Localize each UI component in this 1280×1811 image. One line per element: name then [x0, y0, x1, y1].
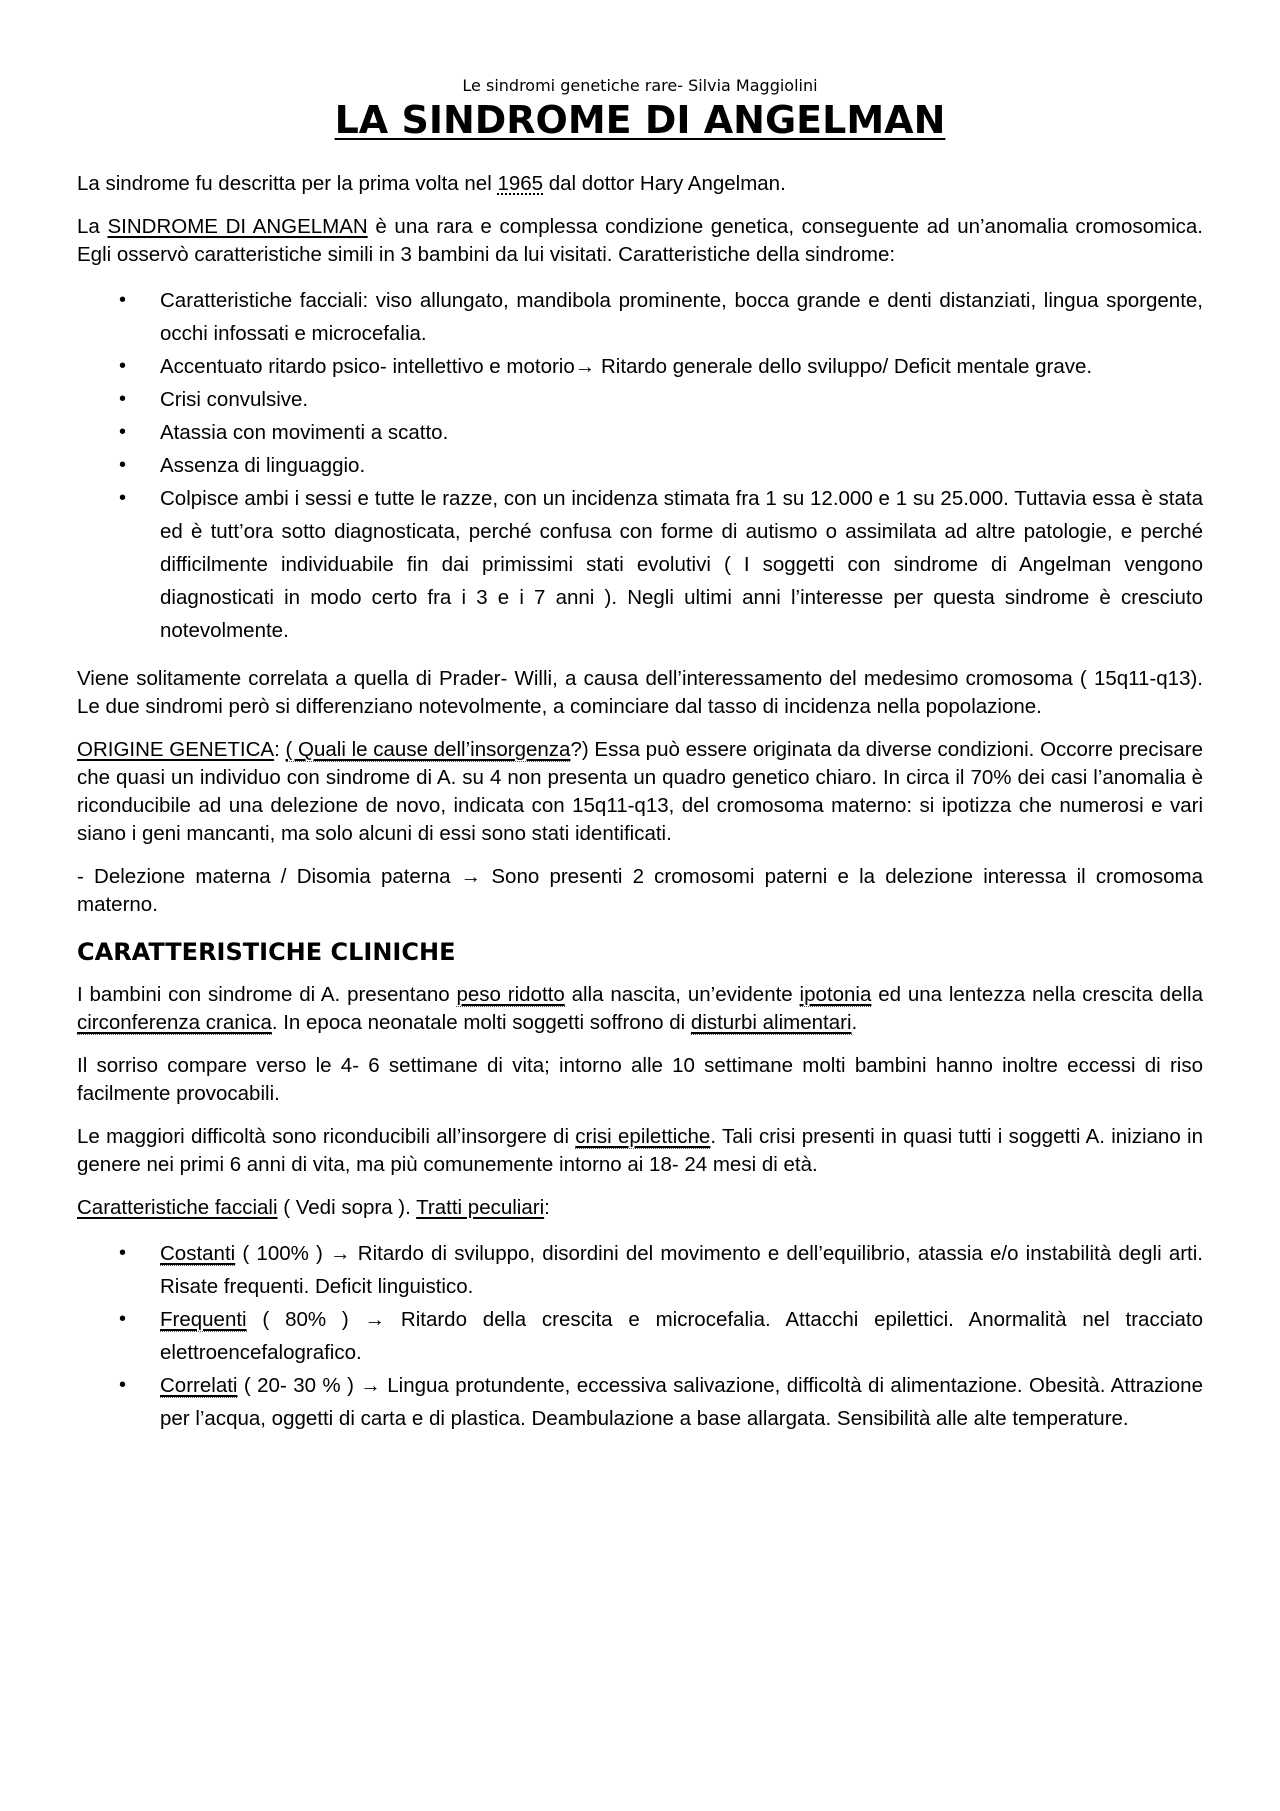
clinical-text: ( Vedi sopra ).: [277, 1196, 417, 1219]
clinical-term: circonferenza cranica: [77, 1011, 272, 1034]
list-item: [77, 449, 1203, 482]
list-item-text: Assenza di linguaggio.: [160, 454, 366, 477]
list-item: [77, 1369, 1203, 1435]
year-text: 1965: [497, 172, 544, 195]
page-title: [77, 98, 1203, 142]
traits-list: [77, 1237, 1203, 1435]
clinical-paragraph-3: [77, 1123, 1203, 1179]
deletion-text: Sono presenti 2 cromosomi paterni e la delezione interessa il cromosoma materno.: [77, 865, 1203, 916]
clinical-text: I bambini con sindrome di A. presentano: [77, 983, 457, 1006]
clinical-text: alla nascita, un’evidente: [564, 983, 800, 1006]
clinical-term: crisi epilettiche: [575, 1125, 711, 1148]
list-item: [77, 1303, 1203, 1369]
clinical-term: disturbi alimentari: [690, 1011, 852, 1034]
bullet-icon: •: [119, 454, 127, 476]
clinical-text: :: [544, 1196, 550, 1219]
origin-text: ?): [570, 738, 589, 761]
features-list: [77, 284, 1203, 647]
clinical-paragraph-1: [77, 981, 1203, 1037]
clinical-term: ipotonia: [799, 983, 872, 1006]
trait-text: Ritardo di sviluppo, disordini del movimento e dell’equilibrio, atassia e/o instabilità degli arti. Risate frequenti. Deficit linguistico.: [160, 1242, 1203, 1298]
list-item-text: Atassia con movimenti a scatto.: [160, 421, 449, 444]
bullet-icon: •: [119, 487, 127, 509]
trait-text: Ritardo della crescita e microcefalia. Attacchi epilettici. Anormalità nel tracciato elettroencefalografico.: [160, 1308, 1203, 1364]
list-item-text: Caratteristiche facciali: viso allungato, mandibola prominente, bocca grande e denti distanziati, lingua sporgente, occhi infossati e microcefalia.: [160, 289, 1203, 345]
clinical-text: ed una lentezza nella crescita della: [871, 983, 1203, 1006]
trait-percent: ( 100% ): [235, 1242, 331, 1265]
intro-text: La sindrome fu descritta per la prima volta nel: [77, 172, 498, 195]
origin-question: ( Quali le cause dell’insorgenza: [285, 738, 571, 761]
prader-willi-paragraph: Viene solitamente correlata a quella di Prader- Willi, a causa dell’interessamento del medesimo cromosoma ( 15q11-q13). Le due sindromi però si differenziano notevolmente, a cominciare dal tasso di incidenza nella popolazione.: [77, 667, 1203, 718]
trait-label: Correlati: [160, 1374, 238, 1397]
list-item-text: Colpisce ambi i sessi e tutte le razze, con un incidenza stimata fra 1 su 12.000 e 1 su 25.000. Tuttavia essa è stata ed è tutt’ora sotto diagnosticata, perché confusa con forme di autismo o assimilata ad altre patologie, e perché difficilmente individuabile fin dai primissimi stati evolutivi ( I soggetti con sindrome di Angelman vengono diagnosticati in modo certo fra i 3 e i 7 anni ). Negli ultimi anni l’interesse per questa sindrome è cresciuto notevolmente.: [160, 487, 1203, 642]
trait-percent: ( 80% ): [246, 1308, 365, 1331]
syndrome-name: SINDROME DI ANGELMAN: [107, 215, 368, 238]
intro-paragraph-2: [77, 213, 1203, 269]
intro-text: è una rara e complessa condizione genetica, conseguente ad un’anomalia cromosomica. Egli osservò caratteristiche simili in 3 bambini da lui visitati. Caratteristiche della sindrome:: [77, 215, 1204, 266]
arrow-icon: →: [330, 1242, 351, 1265]
bullet-icon: •: [119, 421, 127, 443]
list-item-text: Crisi convulsive.: [160, 388, 309, 411]
clinical-text: Le maggiori difficoltà sono riconducibili all’insorgere di: [77, 1125, 576, 1148]
list-item: [77, 383, 1203, 416]
origin-text: Essa può essere originata da diverse condizioni. Occorre precisare che quasi un individuo con sindrome di A. su 4 non presenta un quadro genetico chiaro. In circa il 70% dei casi l’anomalia è riconducibile ad una delezione de novo, indicata con 15q11-q13, del cromosoma materno: si ipotizza che numerosi e vari siano i geni mancanti, ma solo alcuni di essi sono stati identificati.: [77, 738, 1203, 845]
clinical-term: Caratteristiche facciali: [77, 1196, 278, 1219]
trait-percent: ( 20- 30 % ): [237, 1374, 361, 1397]
clinical-text: . In epoca neonatale molti soggetti soffrono di: [271, 1011, 691, 1034]
arrow-icon: →: [360, 1374, 381, 1397]
clinical-text: .: [851, 1011, 858, 1034]
list-item-text: Accentuato ritardo psico- intellettivo e motorio: [160, 355, 575, 378]
arrow-icon: →: [574, 355, 596, 378]
intro-paragraph-1: [77, 170, 1203, 198]
clinical-term: Tratti peculiari: [416, 1196, 545, 1219]
section-heading: CARATTERISTICHE CLINICHE: [77, 938, 456, 966]
list-item: [77, 416, 1203, 449]
clinical-paragraph-2: Il sorriso compare verso le 4- 6 settimane di vita; intorno alle 10 settimane molti bambini hanno inoltre eccessi di riso facilmente provocabili.: [77, 1054, 1203, 1105]
page-header: Le sindromi genetiche rare- Silvia Maggiolini: [462, 76, 818, 95]
clinical-text: . Tali crisi presenti in quasi tutti i soggetti A. iniziano in genere nei primi 6 anni di vita, ma più comunemente intorno ai 18- 24 mesi di età.: [77, 1125, 1203, 1176]
deletion-text: - Delezione materna / Disomia paterna: [77, 865, 461, 888]
bullet-icon: •: [119, 388, 127, 410]
list-item-text: Ritardo generale dello sviluppo/ Deficit mentale grave.: [595, 355, 1093, 378]
origin-text: :: [274, 738, 286, 761]
bullet-icon: •: [119, 1242, 127, 1264]
trait-text: Lingua protundente, eccessiva salivazione, difficoltà di alimentazione. Obesità. Attrazione per l’acqua, oggetti di carta e di plastica. Deambulazione a base allargata. Sensibilità alle alte temperature.: [160, 1374, 1203, 1430]
list-item: [77, 284, 1203, 350]
title-text: LA SINDROME DI ANGELMAN: [334, 98, 946, 142]
clinical-paragraph-4: [77, 1194, 1203, 1222]
list-item: [77, 1237, 1203, 1303]
bullet-icon: •: [119, 355, 127, 377]
bullet-icon: •: [119, 289, 127, 311]
trait-label: Frequenti: [160, 1308, 247, 1331]
arrow-icon: →: [460, 865, 482, 888]
clinical-term: peso ridotto: [456, 983, 565, 1006]
origin-label: ORIGINE GENETICA: [77, 738, 275, 761]
deletion-paragraph: [77, 863, 1203, 919]
list-item: [77, 350, 1203, 383]
intro-text: dal dottor Hary Angelman.: [543, 172, 786, 195]
arrow-icon: →: [364, 1308, 386, 1331]
trait-label: Costanti: [160, 1242, 236, 1265]
list-item: [77, 482, 1203, 647]
bullet-icon: •: [119, 1308, 127, 1330]
bullet-icon: •: [119, 1374, 127, 1396]
intro-text: La: [77, 215, 108, 238]
origin-paragraph: [77, 736, 1203, 848]
